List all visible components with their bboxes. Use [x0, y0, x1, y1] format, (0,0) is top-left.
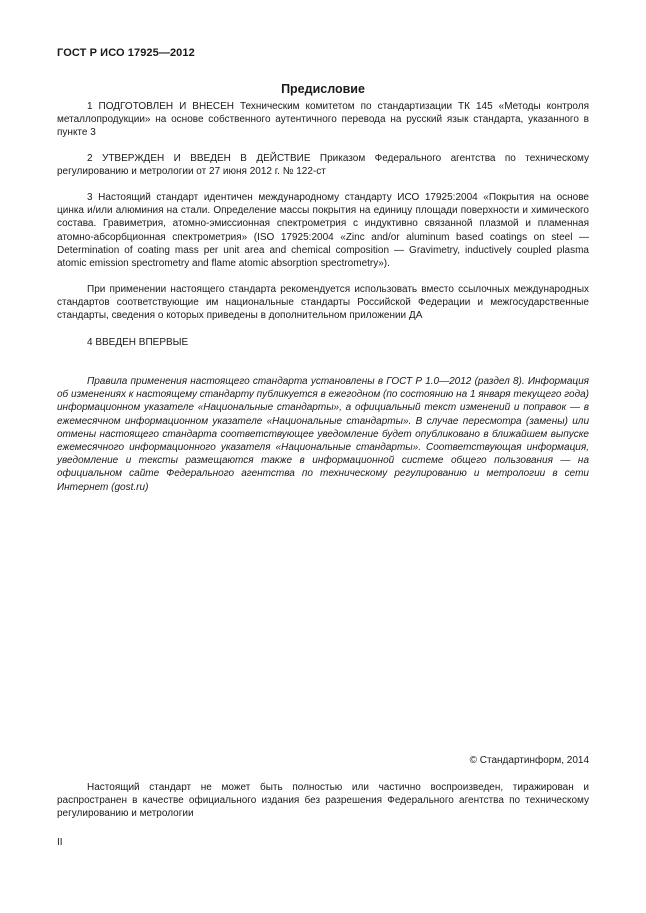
- paragraph-3: 3 Настоящий стандарт идентичен международному стандарту ИСО 17925:2004 «Покрытия на основе цинка и/или алюминия на стали. Определение массы покрытия на единицу площади поверхности и химического состава. Гравиметрия, атомно-эмиссионная спектрометрия с индуктивно связанной плазмой и пламенная атомно-абсорбционная спектрометрия» (ISO 17925:2004 «Zinc and/or aluminum based coatings on steel — Determination of coating mass per unit area and chemical composition — Gravimetry, inductively coupled plasma atomic emission spectrometry and flame atomic absorption spectrometry»).: [57, 192, 589, 270]
- paragraph-3-continued: При применении настоящего стандарта рекомендуется использовать вместо ссылочных международных стандартов соответствующие им национальные стандарты Российской Федерации и межгосударственные стандарты, сведения о которых приведены в дополнительном приложении ДА: [57, 284, 589, 322]
- paragraph-1: 1 ПОДГОТОВЛЕН И ВНЕСЕН Техническим комитетом по стандартизации ТК 145 «Методы контроля металлопродукции» на основе собственного аутентичного перевода на русский язык стандарта, указанного в пункте 3: [57, 101, 589, 139]
- copyright-notice: © Стандартинформ, 2014: [469, 755, 589, 766]
- page-number: II: [57, 837, 63, 848]
- application-rules-notice: Правила применения настоящего стандарта установлены в ГОСТ Р 1.0—2012 (раздел 8). Информация об изменениях к настоящему стандарту публикуется в ежегодном (по состоянию на 1 января текущего года) информационном указателе «Национальные стандарты», а официальный текст изменений и поправок — в ежемесячном информационном указателе «Национальные стандарты». В случае пересмотра (замены) или отмены настоящего стандарта соответствующее уведомление будет опубликовано в ближайшем выпуске ежемесячного информационного указателя «Национальные стандарты». Соответствующая информация, уведомление и тексты размещаются также в информационной системе общего пользования — на официальном сайте Федерального агентства по техническому регулированию и метрологии в сети Интернет (gost.ru): [57, 376, 589, 493]
- paragraph-4: 4 ВВЕДЕН ВПЕРВЫЕ: [87, 337, 189, 348]
- standard-code-header: ГОСТ Р ИСО 17925—2012: [57, 47, 195, 59]
- reproduction-notice: Настоящий стандарт не может быть полностью или частично воспроизведен, тиражирован и распространен в качестве официального издания без разрешения Федерального агентства по техническому регулированию и метрологии: [57, 782, 589, 820]
- page-title: Предисловие: [281, 82, 365, 96]
- paragraph-2: 2 УТВЕРЖДЕН И ВВЕДЕН В ДЕЙСТВИЕ Приказом Федерального агентства по техническому регулированию и метрологии от 27 июня 2012 г. № 122-ст: [57, 153, 589, 178]
